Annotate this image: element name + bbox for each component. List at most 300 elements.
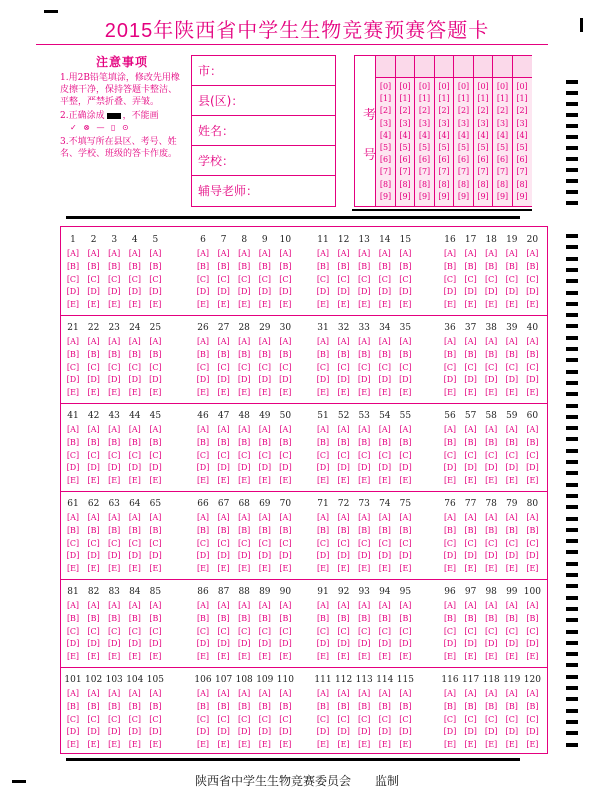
answer-bubble[interactable]: [B]	[337, 261, 350, 271]
answer-bubble[interactable]: [A]	[108, 601, 121, 610]
answer-bubble[interactable]: [A]	[378, 513, 391, 522]
answer-bubble[interactable]: [E]	[258, 564, 271, 574]
answer-bubble[interactable]: [E]	[526, 300, 539, 310]
answer-bubble[interactable]: [C]	[66, 274, 80, 284]
answer-bubble[interactable]: [A]	[279, 337, 292, 346]
answer-bubble[interactable]: [D]	[505, 551, 519, 561]
answer-bubble[interactable]: [C]	[217, 450, 230, 460]
answer-bubble[interactable]: [C]	[378, 626, 391, 636]
exam-digit-bubble[interactable]: [6]	[477, 155, 489, 165]
exam-digit-bubble[interactable]: [3]	[399, 118, 411, 128]
answer-bubble[interactable]: [E]	[128, 564, 141, 574]
exam-digit-bubble[interactable]: [4]	[496, 130, 509, 140]
answer-bubble[interactable]: [C]	[526, 538, 539, 548]
answer-bubble[interactable]: [A]	[316, 689, 330, 698]
answer-bubble[interactable]: [A]	[149, 425, 162, 434]
exam-digit-bubble[interactable]: [5]	[438, 143, 450, 152]
answer-bubble[interactable]: [A]	[108, 249, 121, 258]
answer-bubble[interactable]: [C]	[378, 274, 391, 284]
answer-bubble[interactable]: [C]	[526, 274, 539, 284]
answer-bubble[interactable]: [E]	[196, 564, 210, 574]
answer-bubble[interactable]: [A]	[337, 425, 350, 434]
exam-digit-bubble[interactable]: [9]	[418, 191, 431, 201]
exam-digit-bubble[interactable]: [8]	[399, 179, 411, 189]
answer-bubble[interactable]: [B]	[505, 701, 518, 711]
answer-bubble[interactable]: [E]	[464, 652, 477, 662]
answer-bubble[interactable]: [B]	[526, 613, 539, 623]
answer-bubble[interactable]: [E]	[279, 652, 292, 662]
answer-bubble[interactable]: [E]	[87, 652, 100, 662]
answer-bubble[interactable]: [E]	[66, 300, 80, 310]
answer-bubble[interactable]: [E]	[66, 564, 80, 574]
exam-digit-bubble[interactable]: [1]	[477, 94, 489, 104]
exam-digit-bubble[interactable]: [9]	[379, 191, 392, 201]
answer-bubble[interactable]: [A]	[196, 513, 210, 522]
exam-digit-bubble[interactable]: [9]	[496, 191, 509, 201]
answer-bubble[interactable]: [E]	[128, 740, 141, 750]
answer-bubble[interactable]: [A]	[378, 249, 391, 258]
answer-bubble[interactable]: [E]	[238, 652, 251, 662]
answer-bubble[interactable]: [D]	[484, 375, 498, 385]
answer-bubble[interactable]: [D]	[87, 551, 100, 561]
exam-digit-bubble[interactable]: [8]	[457, 179, 470, 189]
answer-bubble[interactable]: [D]	[526, 463, 539, 473]
answer-bubble[interactable]: [A]	[526, 249, 539, 258]
answer-bubble[interactable]: [D]	[217, 551, 230, 561]
exam-digit-bubble[interactable]: [4]	[399, 130, 411, 140]
answer-bubble[interactable]: [C]	[358, 450, 371, 460]
answer-bubble[interactable]: [A]	[526, 689, 539, 698]
exam-digit-bubble[interactable]: [5]	[516, 143, 528, 152]
answer-bubble[interactable]: [A]	[337, 249, 350, 258]
answer-bubble[interactable]: [C]	[238, 274, 251, 284]
answer-bubble[interactable]: [D]	[316, 375, 330, 385]
answer-bubble[interactable]: [E]	[358, 388, 371, 398]
answer-bubble[interactable]: [E]	[464, 300, 477, 310]
answer-bubble[interactable]: [C]	[316, 714, 330, 724]
answer-bubble[interactable]: [D]	[279, 287, 292, 297]
exam-digit-bubble[interactable]: [2]	[418, 106, 431, 116]
answer-bubble[interactable]: [E]	[337, 476, 350, 486]
answer-bubble[interactable]: [E]	[66, 740, 80, 750]
answer-bubble[interactable]: [C]	[279, 274, 292, 284]
exam-digit-write-cell[interactable]	[435, 56, 454, 78]
answer-bubble[interactable]: [D]	[258, 287, 272, 297]
answer-bubble[interactable]: [D]	[399, 551, 412, 561]
answer-bubble[interactable]: [B]	[505, 261, 518, 271]
answer-bubble[interactable]: [B]	[358, 613, 371, 623]
answer-bubble[interactable]: [E]	[87, 476, 100, 486]
answer-bubble[interactable]: [C]	[66, 626, 80, 636]
answer-bubble[interactable]: [B]	[526, 701, 539, 711]
answer-bubble[interactable]: [D]	[87, 639, 100, 649]
answer-bubble[interactable]: [C]	[316, 538, 330, 548]
answer-bubble[interactable]: [D]	[443, 463, 457, 473]
answer-bubble[interactable]: [C]	[505, 362, 518, 372]
answer-bubble[interactable]: [D]	[378, 727, 392, 737]
answer-bubble[interactable]: [A]	[108, 513, 121, 522]
teacher-field[interactable]	[192, 176, 335, 206]
answer-bubble[interactable]: [B]	[378, 613, 391, 623]
exam-digit-bubble[interactable]: [0]	[457, 82, 470, 91]
answer-bubble[interactable]: [B]	[149, 261, 162, 271]
answer-bubble[interactable]: [B]	[217, 261, 230, 271]
answer-bubble[interactable]: [C]	[108, 450, 121, 460]
answer-bubble[interactable]: [B]	[399, 701, 412, 711]
answer-bubble[interactable]: [E]	[464, 564, 477, 574]
answer-bubble[interactable]: [C]	[378, 450, 391, 460]
answer-bubble[interactable]: [B]	[258, 613, 271, 623]
answer-bubble[interactable]: [D]	[258, 727, 272, 737]
answer-bubble[interactable]: [B]	[108, 701, 121, 711]
answer-bubble[interactable]: [E]	[358, 476, 371, 486]
answer-bubble[interactable]: [E]	[149, 564, 162, 574]
answer-bubble[interactable]: [E]	[358, 740, 371, 750]
answer-bubble[interactable]: [D]	[505, 375, 519, 385]
answer-bubble[interactable]: [B]	[443, 437, 457, 447]
answer-bubble[interactable]: [B]	[358, 701, 371, 711]
answer-bubble[interactable]: [E]	[196, 476, 210, 486]
answer-bubble[interactable]: [D]	[484, 551, 498, 561]
exam-digit-write-cell[interactable]	[454, 56, 473, 78]
answer-bubble[interactable]: [C]	[108, 626, 121, 636]
answer-bubble[interactable]: [D]	[149, 551, 162, 561]
answer-bubble[interactable]: [E]	[337, 564, 350, 574]
answer-bubble[interactable]: [D]	[399, 463, 412, 473]
answer-bubble[interactable]: [C]	[399, 626, 412, 636]
answer-bubble[interactable]: [E]	[464, 476, 477, 486]
answer-bubble[interactable]: [B]	[108, 525, 121, 535]
answer-bubble[interactable]: [A]	[443, 337, 457, 346]
answer-bubble[interactable]: [C]	[279, 362, 292, 372]
answer-bubble[interactable]: [D]	[316, 639, 330, 649]
answer-bubble[interactable]: [A]	[238, 601, 251, 610]
answer-bubble[interactable]: [C]	[196, 362, 210, 372]
answer-bubble[interactable]: [D]	[107, 375, 121, 385]
answer-bubble[interactable]: [D]	[237, 727, 251, 737]
answer-bubble[interactable]: [A]	[238, 689, 251, 698]
answer-bubble[interactable]: [D]	[279, 727, 292, 737]
answer-bubble[interactable]: [E]	[196, 740, 210, 750]
answer-bubble[interactable]: [D]	[258, 551, 272, 561]
answer-bubble[interactable]: [D]	[378, 287, 392, 297]
answer-bubble[interactable]: [C]	[258, 538, 271, 548]
answer-bubble[interactable]: [B]	[337, 349, 350, 359]
answer-bubble[interactable]: [A]	[108, 337, 121, 346]
answer-bubble[interactable]: [E]	[485, 388, 498, 398]
answer-bubble[interactable]: [D]	[128, 551, 142, 561]
answer-bubble[interactable]: [C]	[358, 538, 371, 548]
answer-bubble[interactable]: [E]	[316, 740, 330, 750]
answer-bubble[interactable]: [E]	[378, 388, 391, 398]
answer-bubble[interactable]: [B]	[443, 701, 457, 711]
answer-bubble[interactable]: [D]	[66, 375, 80, 385]
answer-bubble[interactable]: [E]	[399, 388, 412, 398]
answer-bubble[interactable]: [D]	[217, 639, 230, 649]
answer-bubble[interactable]: [D]	[357, 551, 371, 561]
answer-bubble[interactable]: [D]	[87, 375, 100, 385]
answer-bubble[interactable]: [B]	[87, 613, 100, 623]
answer-bubble[interactable]: [C]	[378, 538, 391, 548]
answer-bubble[interactable]: [A]	[485, 513, 498, 522]
answer-bubble[interactable]: [C]	[337, 450, 350, 460]
answer-bubble[interactable]: [D]	[443, 727, 457, 737]
answer-bubble[interactable]: [D]	[337, 375, 350, 385]
answer-bubble[interactable]: [B]	[217, 613, 230, 623]
answer-bubble[interactable]: [D]	[526, 287, 539, 297]
answer-bubble[interactable]: [D]	[357, 375, 371, 385]
answer-bubble[interactable]: [C]	[464, 626, 477, 636]
answer-bubble[interactable]: [A]	[337, 601, 350, 610]
answer-bubble[interactable]: [C]	[66, 450, 80, 460]
answer-bubble[interactable]: [D]	[357, 727, 371, 737]
answer-bubble[interactable]: [D]	[505, 463, 519, 473]
answer-bubble[interactable]: [D]	[316, 287, 330, 297]
answer-bubble[interactable]: [A]	[87, 337, 100, 346]
answer-bubble[interactable]: [B]	[526, 261, 539, 271]
answer-bubble[interactable]: [B]	[87, 701, 100, 711]
answer-bubble[interactable]: [A]	[358, 601, 371, 610]
answer-bubble[interactable]: [E]	[337, 388, 350, 398]
answer-bubble[interactable]: [B]	[358, 525, 371, 535]
answer-bubble[interactable]: [E]	[485, 564, 498, 574]
exam-digit-bubble[interactable]: [4]	[379, 130, 392, 140]
answer-bubble[interactable]: [B]	[66, 701, 80, 711]
answer-bubble[interactable]: [E]	[279, 300, 292, 310]
answer-bubble[interactable]: [B]	[87, 525, 100, 535]
answer-bubble[interactable]: [B]	[196, 437, 210, 447]
answer-bubble[interactable]: [A]	[196, 337, 210, 346]
exam-digit-write-cell[interactable]	[474, 56, 493, 78]
exam-digit-bubble[interactable]: [1]	[379, 94, 392, 104]
exam-digit-bubble[interactable]: [0]	[418, 82, 431, 91]
answer-bubble[interactable]: [C]	[149, 450, 162, 460]
answer-bubble[interactable]: [C]	[87, 714, 100, 724]
answer-bubble[interactable]: [C]	[485, 714, 498, 724]
answer-bubble[interactable]: [D]	[464, 287, 477, 297]
answer-bubble[interactable]: [E]	[149, 652, 162, 662]
answer-bubble[interactable]: [E]	[399, 652, 412, 662]
answer-bubble[interactable]: [B]	[526, 437, 539, 447]
answer-bubble[interactable]: [B]	[443, 349, 457, 359]
answer-bubble[interactable]: [E]	[108, 652, 121, 662]
answer-bubble[interactable]: [C]	[485, 450, 498, 460]
answer-bubble[interactable]: [E]	[87, 388, 100, 398]
answer-bubble[interactable]: [B]	[279, 525, 292, 535]
answer-bubble[interactable]: [E]	[279, 476, 292, 486]
answer-bubble[interactable]: [C]	[128, 450, 141, 460]
answer-bubble[interactable]: [B]	[108, 613, 121, 623]
answer-bubble[interactable]: [C]	[87, 626, 100, 636]
answer-bubble[interactable]: [D]	[399, 287, 412, 297]
answer-bubble[interactable]: [B]	[66, 349, 80, 359]
answer-bubble[interactable]: [B]	[464, 349, 477, 359]
answer-bubble[interactable]: [B]	[128, 613, 141, 623]
exam-digit-bubble[interactable]: [0]	[516, 82, 528, 91]
answer-bubble[interactable]: [A]	[128, 425, 141, 434]
answer-bubble[interactable]: [C]	[337, 274, 350, 284]
answer-bubble[interactable]: [B]	[258, 349, 271, 359]
answer-bubble[interactable]: [B]	[128, 261, 141, 271]
answer-bubble[interactable]: [D]	[128, 375, 142, 385]
answer-bubble[interactable]: [A]	[485, 601, 498, 610]
answer-bubble[interactable]: [C]	[149, 626, 162, 636]
answer-bubble[interactable]: [B]	[108, 349, 121, 359]
answer-bubble[interactable]: [B]	[149, 437, 162, 447]
answer-bubble[interactable]: [E]	[128, 388, 141, 398]
answer-bubble[interactable]: [E]	[217, 652, 230, 662]
answer-bubble[interactable]: [D]	[237, 639, 251, 649]
answer-bubble[interactable]: [E]	[279, 740, 292, 750]
exam-digit-bubble[interactable]: [5]	[379, 143, 392, 152]
answer-bubble[interactable]: [A]	[238, 513, 251, 522]
exam-digit-bubble[interactable]: [7]	[496, 167, 509, 177]
answer-bubble[interactable]: [B]	[238, 525, 251, 535]
answer-bubble[interactable]: [A]	[238, 337, 251, 346]
answer-bubble[interactable]: [D]	[217, 375, 230, 385]
answer-bubble[interactable]: [E]	[217, 564, 230, 574]
answer-bubble[interactable]: [D]	[378, 463, 392, 473]
answer-bubble[interactable]: [C]	[87, 274, 100, 284]
answer-bubble[interactable]: [D]	[66, 639, 80, 649]
exam-digit-bubble[interactable]: [8]	[438, 179, 450, 189]
answer-bubble[interactable]: [E]	[149, 388, 162, 398]
answer-bubble[interactable]: [B]	[337, 525, 350, 535]
answer-bubble[interactable]: [E]	[378, 476, 391, 486]
answer-bubble[interactable]: [D]	[149, 375, 162, 385]
answer-bubble[interactable]: [E]	[238, 476, 251, 486]
exam-digit-bubble[interactable]: [6]	[438, 155, 450, 165]
answer-bubble[interactable]: [E]	[217, 740, 230, 750]
exam-digit-bubble[interactable]: [9]	[438, 191, 450, 201]
answer-bubble[interactable]: [C]	[196, 538, 210, 548]
answer-bubble[interactable]: [C]	[196, 626, 210, 636]
answer-bubble[interactable]: [B]	[526, 525, 539, 535]
answer-bubble[interactable]: [C]	[464, 450, 477, 460]
answer-bubble[interactable]: [A]	[399, 249, 412, 258]
answer-bubble[interactable]: [C]	[526, 626, 539, 636]
answer-bubble[interactable]: [C]	[358, 626, 371, 636]
exam-digit-bubble[interactable]: [3]	[418, 118, 431, 128]
answer-bubble[interactable]: [A]	[464, 513, 477, 522]
answer-bubble[interactable]: [A]	[378, 425, 391, 434]
answer-bubble[interactable]: [E]	[217, 476, 230, 486]
answer-bubble[interactable]: [E]	[66, 476, 80, 486]
answer-bubble[interactable]: [B]	[217, 437, 230, 447]
answer-bubble[interactable]: [E]	[526, 564, 539, 574]
answer-bubble[interactable]: [C]	[464, 714, 477, 724]
answer-bubble[interactable]: [C]	[258, 274, 271, 284]
answer-bubble[interactable]: [C]	[108, 714, 121, 724]
answer-bubble[interactable]: [B]	[217, 349, 230, 359]
answer-bubble[interactable]: [A]	[279, 601, 292, 610]
answer-bubble[interactable]: [A]	[66, 249, 80, 258]
answer-bubble[interactable]: [C]	[358, 274, 371, 284]
exam-digit-bubble[interactable]: [6]	[399, 155, 411, 165]
answer-bubble[interactable]: [A]	[87, 689, 100, 698]
answer-bubble[interactable]: [E]	[258, 476, 271, 486]
answer-bubble[interactable]: [D]	[316, 727, 330, 737]
answer-bubble[interactable]: [D]	[316, 463, 330, 473]
answer-bubble[interactable]: [B]	[238, 613, 251, 623]
exam-digit-bubble[interactable]: [4]	[457, 130, 470, 140]
exam-digit-bubble[interactable]: [4]	[438, 130, 450, 140]
answer-bubble[interactable]: [E]	[485, 300, 498, 310]
answer-bubble[interactable]: [A]	[358, 337, 371, 346]
answer-bubble[interactable]: [C]	[443, 274, 457, 284]
answer-bubble[interactable]: [A]	[66, 337, 80, 346]
answer-bubble[interactable]: [C]	[87, 362, 100, 372]
answer-bubble[interactable]: [A]	[399, 513, 412, 522]
answer-bubble[interactable]: [D]	[128, 727, 142, 737]
answer-bubble[interactable]: [E]	[238, 564, 251, 574]
answer-bubble[interactable]: [E]	[358, 300, 371, 310]
answer-bubble[interactable]: [B]	[128, 525, 141, 535]
answer-bubble[interactable]: [D]	[399, 727, 412, 737]
answer-bubble[interactable]: [A]	[128, 689, 141, 698]
answer-bubble[interactable]: [C]	[399, 274, 412, 284]
answer-bubble[interactable]: [D]	[526, 375, 539, 385]
answer-bubble[interactable]: [B]	[485, 437, 498, 447]
answer-bubble[interactable]: [C]	[258, 450, 271, 460]
answer-bubble[interactable]: [A]	[149, 601, 162, 610]
answer-bubble[interactable]: [A]	[196, 249, 210, 258]
answer-bubble[interactable]: [A]	[258, 337, 271, 346]
answer-bubble[interactable]: [D]	[196, 727, 210, 737]
answer-bubble[interactable]: [C]	[128, 538, 141, 548]
answer-bubble[interactable]: [C]	[443, 538, 457, 548]
answer-bubble[interactable]: [C]	[196, 450, 210, 460]
exam-digit-bubble[interactable]: [2]	[457, 106, 470, 116]
answer-bubble[interactable]: [D]	[337, 287, 350, 297]
answer-bubble[interactable]: [A]	[279, 425, 292, 434]
answer-bubble[interactable]: [E]	[358, 564, 371, 574]
answer-bubble[interactable]: [C]	[505, 450, 518, 460]
answer-bubble[interactable]: [C]	[238, 450, 251, 460]
answer-bubble[interactable]: [D]	[443, 639, 457, 649]
answer-bubble[interactable]: [D]	[149, 463, 162, 473]
answer-bubble[interactable]: [D]	[279, 551, 292, 561]
answer-bubble[interactable]: [C]	[505, 274, 518, 284]
answer-bubble[interactable]: [A]	[316, 513, 330, 522]
answer-bubble[interactable]: [C]	[149, 714, 162, 724]
answer-bubble[interactable]: [A]	[378, 689, 391, 698]
answer-bubble[interactable]: [C]	[128, 714, 141, 724]
answer-bubble[interactable]: [E]	[378, 652, 391, 662]
answer-bubble[interactable]: [E]	[238, 388, 251, 398]
answer-bubble[interactable]: [B]	[258, 701, 271, 711]
answer-bubble[interactable]: [C]	[399, 362, 412, 372]
answer-bubble[interactable]: [D]	[357, 287, 371, 297]
answer-bubble[interactable]: [A]	[217, 425, 230, 434]
answer-bubble[interactable]: [A]	[196, 689, 210, 698]
answer-bubble[interactable]: [B]	[505, 613, 518, 623]
answer-bubble[interactable]: [A]	[258, 425, 271, 434]
answer-bubble[interactable]: [E]	[337, 740, 350, 750]
answer-bubble[interactable]: [E]	[505, 564, 518, 574]
answer-bubble[interactable]: [A]	[258, 689, 271, 698]
exam-digit-bubble[interactable]: [5]	[418, 143, 431, 152]
answer-bubble[interactable]: [B]	[358, 437, 371, 447]
answer-bubble[interactable]: [B]	[279, 613, 292, 623]
answer-bubble[interactable]: [A]	[279, 249, 292, 258]
answer-bubble[interactable]: [A]	[238, 425, 251, 434]
answer-bubble[interactable]: [B]	[337, 437, 350, 447]
answer-bubble[interactable]: [D]	[196, 287, 210, 297]
answer-bubble[interactable]: [E]	[316, 300, 330, 310]
answer-bubble[interactable]: [C]	[279, 714, 292, 724]
answer-bubble[interactable]: [C]	[128, 626, 141, 636]
